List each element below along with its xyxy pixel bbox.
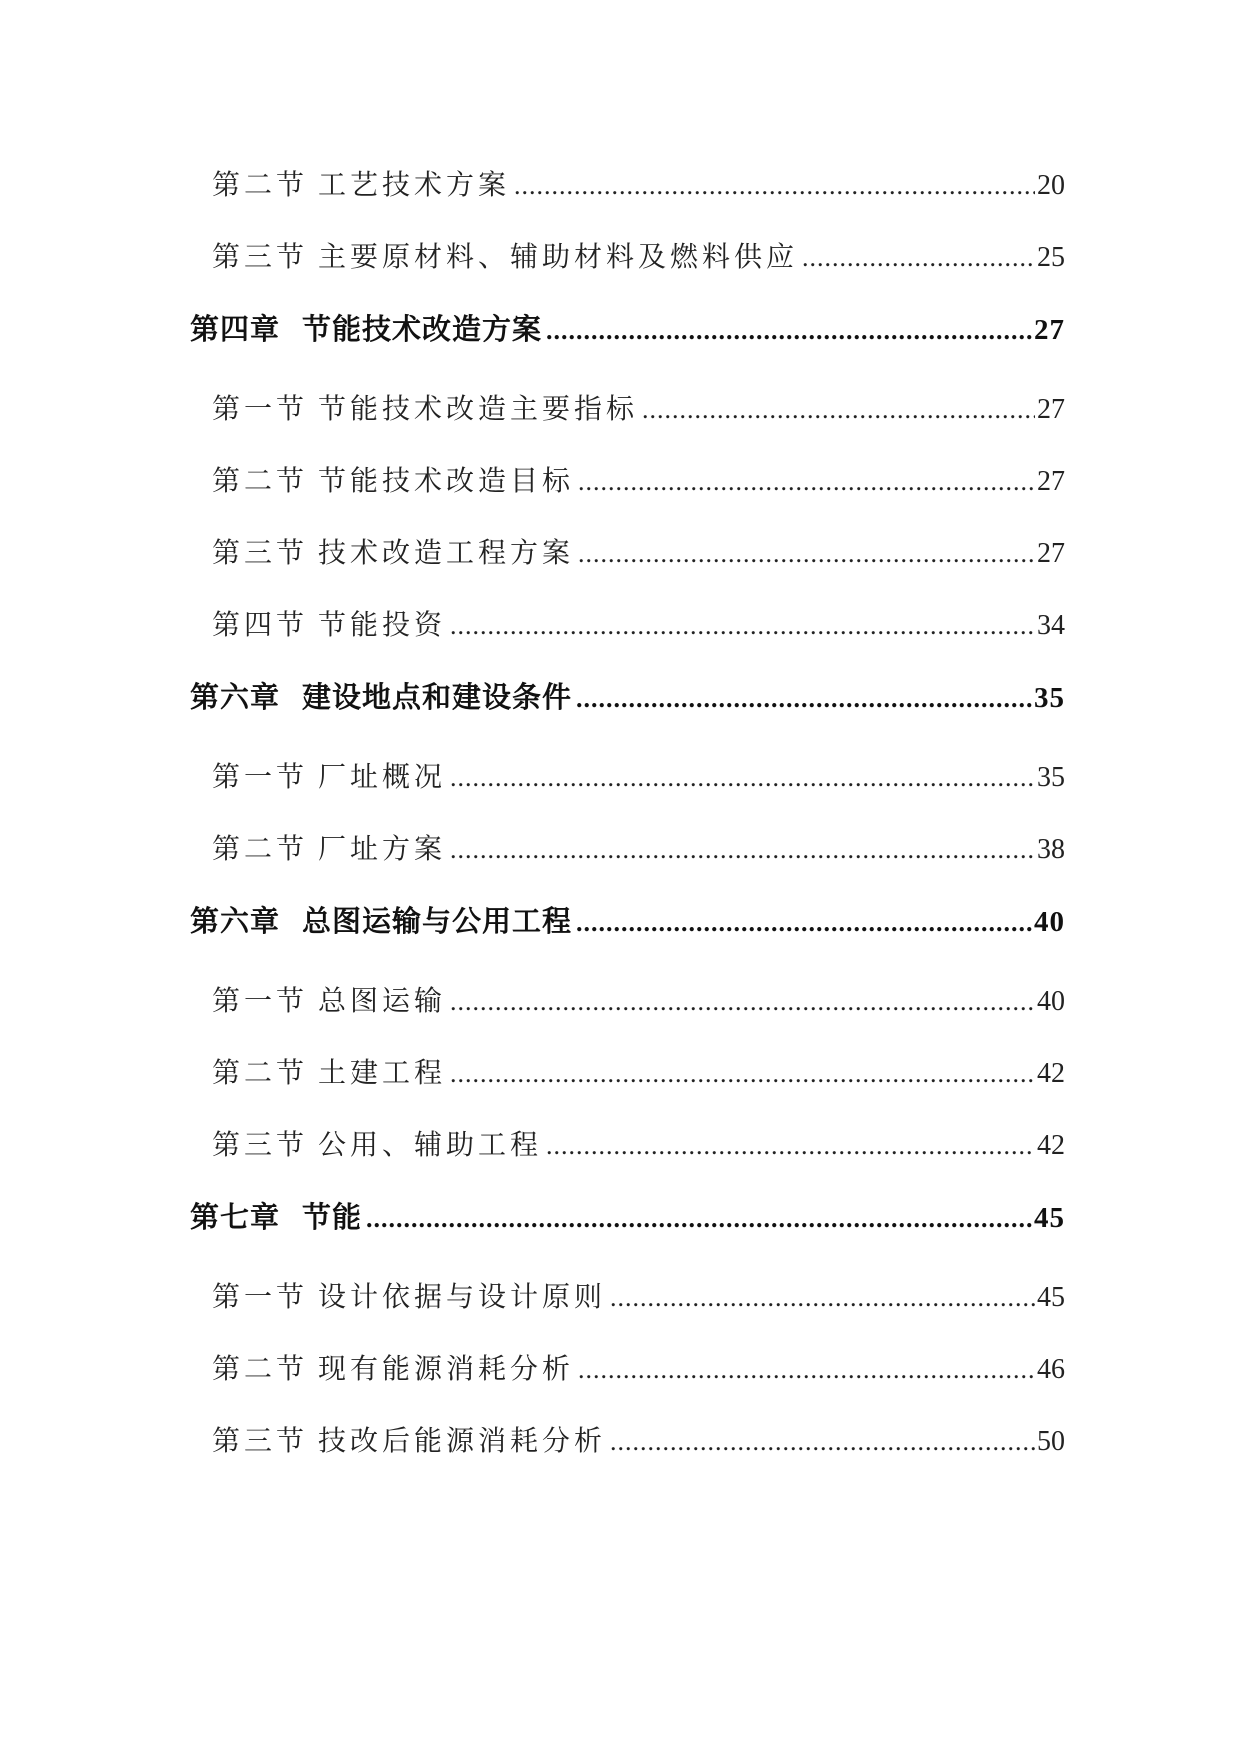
toc-entry-number: 第六章: [190, 904, 281, 938]
dot-leader: [578, 539, 1035, 569]
toc-entry-title: 节能技术改造主要指标: [318, 392, 639, 425]
toc-entry-page: 27: [1037, 466, 1065, 497]
dot-leader: [450, 1059, 1035, 1089]
toc-entry-number: 第一节: [212, 984, 309, 1017]
toc-entry-page: 35: [1037, 762, 1065, 793]
dot-leader: [578, 1355, 1035, 1385]
dot-leader: [576, 908, 1032, 938]
toc-entry-page: 34: [1037, 610, 1065, 641]
toc-entry-title: 厂址方案: [318, 832, 447, 865]
dot-leader: [610, 1283, 1035, 1313]
toc-entry-title: 工艺技术方案: [318, 168, 511, 201]
toc-entry-page: 46: [1037, 1354, 1065, 1385]
dot-leader: [642, 395, 1035, 425]
toc-entry-page: 45: [1037, 1282, 1065, 1313]
toc-entry-section[interactable]: [190, 1123, 1065, 1195]
toc-entry-title: 厂址概况: [318, 760, 447, 793]
toc-entry-section[interactable]: [190, 531, 1065, 603]
toc-entry-title: 节能技术改造方案: [302, 312, 543, 346]
toc-entry-page: 45: [1034, 1202, 1065, 1234]
toc-entry-title: 土建工程: [318, 1056, 447, 1089]
toc-entry-number: 第七章: [190, 1200, 281, 1234]
toc-entry-title: 总图运输: [318, 984, 447, 1017]
toc-entry-page: 20: [1037, 170, 1065, 201]
dot-leader: [450, 763, 1035, 793]
toc-entry-page: 40: [1034, 906, 1065, 938]
toc-entry-title: 公用、辅助工程: [318, 1128, 543, 1161]
toc-entry-chapter[interactable]: [190, 899, 1065, 979]
toc-entry-section[interactable]: [190, 979, 1065, 1051]
toc-entry-title: 技术改造工程方案: [318, 536, 575, 569]
dot-leader: [546, 1131, 1035, 1161]
dot-leader: [450, 611, 1035, 641]
toc-entry-page: 35: [1034, 682, 1065, 714]
toc-entry-title: 节能技术改造目标: [318, 464, 575, 497]
toc-entry-number: 第三节: [212, 1424, 309, 1457]
dot-leader: [546, 316, 1032, 346]
toc-entry-number: 第一节: [212, 1280, 309, 1313]
dot-leader: [450, 987, 1035, 1017]
toc-entry-section[interactable]: [190, 163, 1065, 235]
toc-entry-number: 第三节: [212, 240, 309, 273]
toc-entry-number: 第一节: [212, 392, 309, 425]
toc-entry-section[interactable]: [190, 827, 1065, 899]
dot-leader: [576, 684, 1032, 714]
toc-entry-number: 第三节: [212, 1128, 309, 1161]
toc-entry-page: 25: [1037, 242, 1065, 273]
toc-entry-number: 第二节: [212, 168, 309, 201]
toc-entry-section[interactable]: [190, 603, 1065, 675]
toc-entry-number: 第四章: [190, 312, 281, 346]
toc-entry-chapter[interactable]: [190, 1195, 1065, 1275]
toc-entry-title: 节能: [302, 1200, 363, 1234]
toc-entry-page: 27: [1034, 314, 1065, 346]
toc-entry-number: 第二节: [212, 464, 309, 497]
dot-leader: [610, 1427, 1035, 1457]
toc-entry-page: 42: [1037, 1130, 1065, 1161]
toc-entry-section[interactable]: [190, 1347, 1065, 1419]
toc-entry-chapter[interactable]: [190, 675, 1065, 755]
toc-entry-number: 第三节: [212, 536, 309, 569]
toc-entry-title: 总图运输与公用工程: [302, 904, 573, 938]
toc-entry-number: 第二节: [212, 1056, 309, 1089]
toc-entry-title: 主要原材料、辅助材料及燃料供应: [318, 240, 799, 273]
toc-entry-number: 第四节: [212, 608, 309, 641]
toc-entry-chapter[interactable]: [190, 307, 1065, 387]
toc-entry-page: 42: [1037, 1058, 1065, 1089]
dot-leader: [366, 1204, 1032, 1234]
dot-leader: [450, 835, 1035, 865]
dot-leader: [514, 171, 1035, 201]
toc-entry-section[interactable]: [190, 1051, 1065, 1123]
toc-entry-number: 第六章: [190, 680, 281, 714]
toc-entry-section[interactable]: [190, 1419, 1065, 1491]
toc-entry-page: 50: [1037, 1426, 1065, 1457]
toc-entry-section[interactable]: [190, 755, 1065, 827]
toc-entry-page: 38: [1037, 834, 1065, 865]
toc-entry-section[interactable]: [190, 387, 1065, 459]
toc-entry-number: 第一节: [212, 760, 309, 793]
toc-entry-title: 现有能源消耗分析: [318, 1352, 575, 1385]
toc-entry-number: 第二节: [212, 832, 309, 865]
toc-entry-page: 27: [1037, 538, 1065, 569]
toc-entry-title: 设计依据与设计原则: [318, 1280, 607, 1313]
toc-entry-section[interactable]: [190, 459, 1065, 531]
toc-entry-page: 40: [1037, 986, 1065, 1017]
dot-leader: [578, 467, 1035, 497]
toc-entry-number: 第二节: [212, 1352, 309, 1385]
toc-entry-title: 建设地点和建设条件: [302, 680, 573, 714]
toc-entry-title: 节能投资: [318, 608, 447, 641]
toc-entry-section[interactable]: [190, 235, 1065, 307]
dot-leader: [802, 243, 1035, 273]
toc-entry-section[interactable]: [190, 1275, 1065, 1347]
toc-entry-title: 技改后能源消耗分析: [318, 1424, 607, 1457]
toc-entry-page: 27: [1037, 394, 1065, 425]
table-of-contents: [190, 163, 1065, 1491]
